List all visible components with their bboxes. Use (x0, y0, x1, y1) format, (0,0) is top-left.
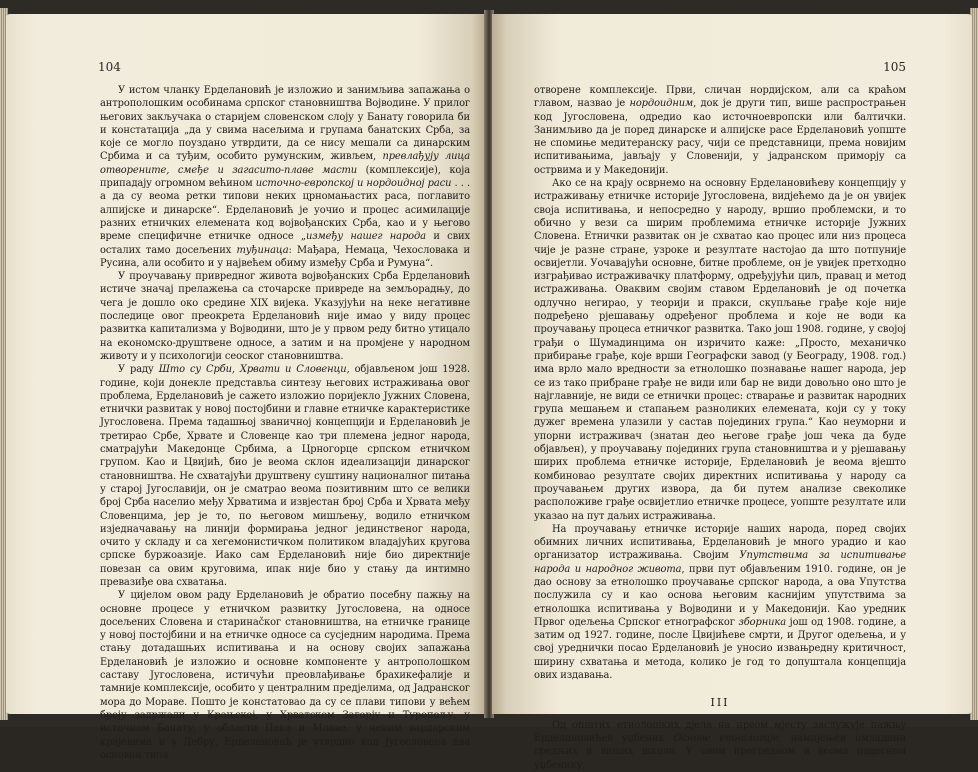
italic-text: нордоидним (629, 98, 694, 110)
italic-text: туђинаца (236, 244, 289, 256)
body-text: : Мађара, Немаца, Чехословака и Русина, али особито и у највећем обиму између Срба и Румуна“. (100, 244, 471, 269)
left-page-number: 104 (98, 60, 121, 74)
body-text: Од општих етнолошких дјела на првом мјесту заслужује пажњу Ерделановићев уџбеник (534, 719, 906, 744)
body-text: На проучавању етничке историје наших народа, поред својих обимних личних испитивања, Ерделановић је много урадио и као организатор истраживања. Својим (534, 523, 906, 562)
body-text: У цијелом овом раду Ерделановић је обратио посебну пажњу на основне процесе у етничком развитку Југословена, на односе досељених Словена и старинačког становништва, на етничке границе у новој постојбини и на етничке односе са сусједним народима. Према стању дотадашњих испитивања и на основу својих запажања Ерделановић је изложио и основне компоненте у антрополошком саставу Југословена, истичући преовлађивање брахикефалије и тамније комплексије, особито у централним предјелима, од Јадранског мора до Мораве. Пошто је констатовао да су се плави типови у већем броју задржали у Крањској, у Хрватском Загорју и Туропољу, у источном Банату, у области Пека и Млаве, у неким вардарским крајевима и у Дебру, Ерделановић је утврдио код Југословена два основна типа (100, 590, 470, 761)
body-text: још од 1908. године, а затим од 1927. године, после Цвијићеве смрти, и Другог одељења, и у свој уреднички посао Ерделановић је уносио извањредну критичност, ширину схватања и метода, колико је год то допуштала концепција ових издавања. (534, 616, 906, 682)
body-text: , док је други тип, више распрострањен код Југословена, одредио као источноевропски или балтички. Занимљиво да је поред динарске и алпијске расе Ерделановић уопште не спомиње медитеранску расу, чији се представници, према новијим испитивањима, јављају у Словенији, у јадранском приморју са острвима и у Македонији. (534, 98, 906, 176)
body-text: . . . а да су веома ретки типови неких црномањастих раса, поглавито алпијске и динарске“. Ерделановић је уочио и процес асимилације разних етничких елемената код војвођанских Срба, као и у његово време специфичне етничке односе „ (100, 178, 471, 243)
italic-text: источно-европској и нордоидној раси (255, 178, 452, 190)
italic-text: између нашег народа (305, 231, 426, 243)
right-page (492, 14, 972, 771)
body-text: , први пут објављеним 1910. године, он је дао основу за етнолошко проучавање српског народа, а ова Упутства послужила су и као основа његовим каснијим упутствима за етнолошка испитивања у Војводини и у Македонији. Као уредник Првог одељења Српског етнографског (534, 563, 906, 628)
italic-text: зборника (738, 616, 786, 628)
left-paragraph-1 (100, 84, 470, 270)
left-paragraph-4 (100, 589, 470, 762)
body-text: и свих осталих тамо досељених (100, 231, 470, 256)
italic-text: Основе етнологије (673, 732, 779, 744)
left-page (6, 14, 486, 761)
body-text: отворене комплексије. Први, сличан нордијском, али са краћом главом, назвао је (534, 85, 906, 110)
body-text: У раду (118, 364, 159, 376)
right-page-body (534, 84, 906, 772)
italic-text: Што су Срби, Хрвати и Словенци (158, 364, 347, 376)
right-paragraph-2 (534, 177, 906, 523)
right-paragraph-4 (534, 719, 906, 772)
right-page-number: 105 (883, 60, 906, 74)
section-heading: III (710, 696, 730, 710)
italic-text: Упутствима за испитивање народа и народног живота (534, 550, 906, 575)
body-text: У истом чланку Ерделановић је изложио и занимљива запажања о антрополошким особинама српског становништва Војводине. У прилог његових закључака о старијем словенском слоју у Банату говорила би и констатација „да у свима насељима и групама банатских Срба, за које се могло поуздано утврдити, да се нису мешали са динарским Србима и са туђим, особито румунским, живљем, (100, 85, 470, 163)
body-text: У проучавању привредног живота војвођанских Срба Ерделановић истиче значај прелажења са сточарске привреде на земљорадњу, до чега је дошло око средине XIX вијека. Указујући на неке негативне последице овог преокрета Ерделановић није имао у виду процес развитка капитализма у Војводини, што је у првом реду битно утицало на економско-друштвене односе, а затим и на промјене у народном животу и у психологији сеоског становништва. (100, 271, 470, 362)
right-paragraph-3 (534, 523, 906, 683)
body-text: Ако се на крају осврнемо на основну Ерделановићеву концепцију у истраживању етничке историје Југословена, видјећемо да је он увијек своја испитивања, и непосредно у народу, вршио проблемски, и то обично у вези са ширим проблемима етничке историје Јужних Словена. Етнички развитак он је схватао као процес или низ процеса чије је разне стране, узроке и резултате настојао да што потпуније освијетли. Уочавајући основне, битне проблеме, он је увијек претходно изграђивао истраживачку платформу, одређујући циљ, правац и метод истраживања. Оваквим својим ставом Ерделановић је од почетка одлучно негирао, у теорији и пракси, скупљање грађе које није подређено рјешавању одређеног проблема и које не води ка проучавању процеса етничког развитка. Тако још 1908. године, у својој грађи о Шумадинцима он изричито каже: „Просто, механичко прибирање грађе, које врши Географски завод (у Београду, 1908. год.) има врло мало вредности за етнолошко познавање нашег народа, јер се из тако прибране грађе не види или бар не види довољно оно што је најглавније, не види се етнички процес: стварање и развитак народних група мешањем и стапањем разноликих елемената, који су у току дужег времена улазили у састав појединих група.“ Као неуморни и упорни истраживач (знатан део његове грађе још чека да буде објављен), у проучавању појединих група становништва и у рјешавању ширих проблема етничке историје, Ерделановић је веома вјешто комбиновао резултате својих директних испитивања у народу са проучавањем других извора, да би путем анализе свеколике расположиве грађе освијетлио етничке процесе, уопште резултате или указао на пут даљих истраживања. (534, 178, 906, 522)
italic-text: превлађују лица отворените, смеђе и загасито-плаве масти (100, 151, 470, 176)
body-text: (комплексије), која припадају огромном већином (100, 164, 470, 190)
left-page-body (100, 84, 470, 762)
left-paragraph-2 (100, 270, 470, 363)
left-paragraph-3 (100, 363, 470, 589)
body-text: , објављеном још 1928. године, који донекле представља синтезу његових истраживања овог проблема, Ерделановић је сажето изложио поријекло Јужних Словена, етнички развитак у новој постојбини и главне етничке карактеристике Југословена. Према тадашњој званичној концепцији и Ерделановић је третирао Србе, Хрвате и Словенце као три племена једног народа, сматрајући Македонце Србима, а Црногорце српском етничком групом. Као и Цвијић, био је веома склон идеализацији динарског становништва. Не схватајући друштвену суштину националног питања у старој Југославији, он је сматрао веома позитивним што се велики број Срба населио међу Хрватима и извјестан број Срба и Хрвата међу Словенцима, јер је то, по његовом мишљењу, водило етничком изједначавању на линији формирања једног јединственог народа, очито у складу и са хегемонистичком политиком владајућих кругова српске буржоазије. Иако сам Ерделановић није био директније повезан са овим круговима, ипак није био у стању да интимно превазиђе ова схватања. (100, 364, 470, 588)
body-text: , намијењен омладини средњих и виших школа. У овом прегледном и веома подесном уџбенику, (534, 732, 907, 771)
right-paragraph-1 (534, 84, 906, 177)
